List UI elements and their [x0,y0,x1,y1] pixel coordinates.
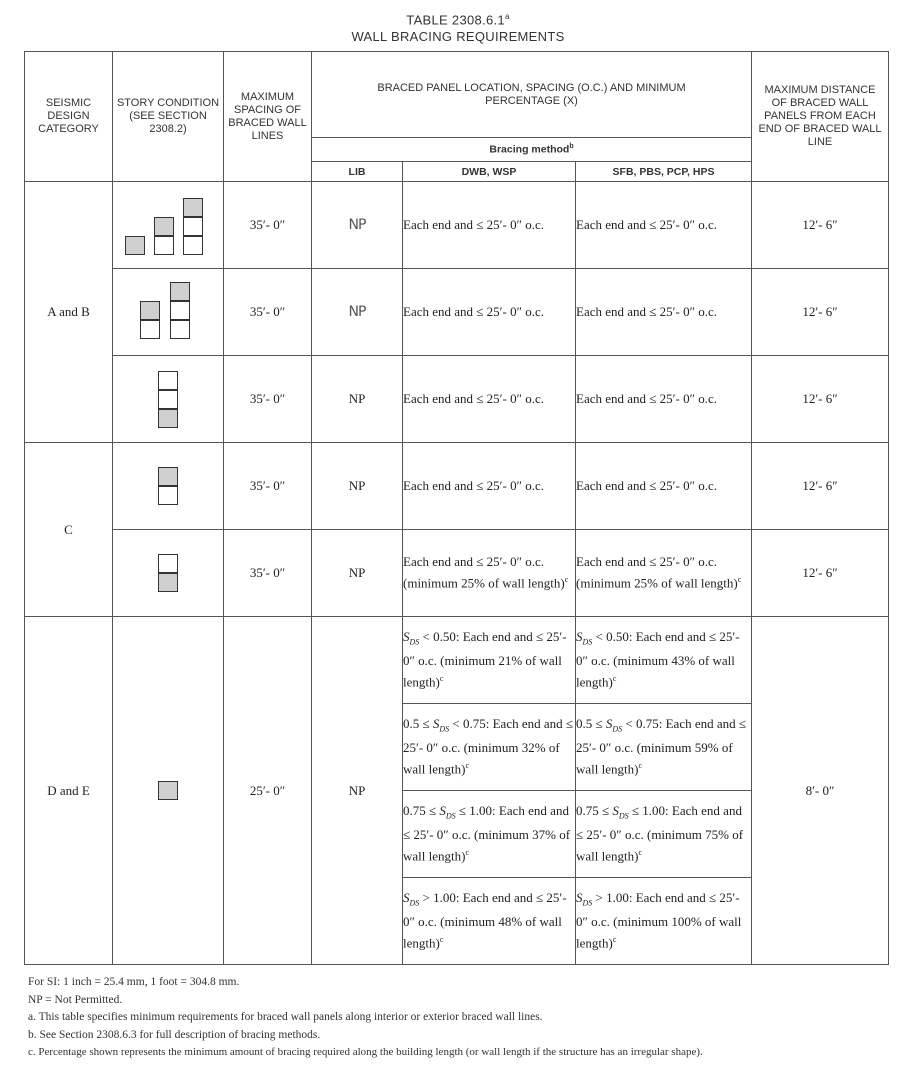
category-c: C [25,443,113,617]
table-row [25,269,889,356]
wall-bracing-table [24,51,889,965]
dwb-wsp-value: Each end and ≤ 25′- 0″ o.c. [403,269,576,356]
two-story-figure [140,282,196,342]
dwb-wsp-value: Each end and ≤ 25′- 0″ o.c. (minimum 25% of wall length)$^c$ [403,530,576,617]
footnote-np: NP = Not Permitted. [28,993,123,1006]
sfb-value: $S_{DS} > 1.00$: Each end and ≤ 25′- 0″ o.c. (minimum 100% of wall length)$^c$ [576,878,752,965]
max-spacing-value: 35′- 0″ [224,269,312,356]
header-seismic-category: SEISMIC DESIGN CATEGORY [25,52,113,182]
footnote-b: b. See Section 2308.6.3 for full description of bracing methods. [28,1028,321,1041]
two-story-bottom-figure [155,552,181,594]
table-row [25,356,889,443]
lib-value: NP [312,356,403,443]
dwb-wsp-value: $S_{DS} < 0.50$: Each end and ≤ 25′- 0″ o.c. (minimum 21% of wall length)$^c$ [403,617,576,704]
max-spacing-value: 35′- 0″ [224,356,312,443]
max-spacing-value: 25′- 0″ [224,617,312,965]
header-braced-panel-location: BRACED PANEL LOCATION, SPACING (O.C.) AND MINIMUM PERCENTAGE (X) [312,52,752,138]
max-distance-value: 12′- 6″ [752,269,889,356]
lib-value: NP [312,617,403,965]
lib-value: NP [312,182,403,269]
table-row [25,443,889,530]
dwb-wsp-value: $0.75 \le S_{DS} \le 1.00$: Each end and ≤ 25′- 0″ o.c. (minimum 37% of wall length)$^c$ [403,791,576,878]
max-distance-value: 12′- 6″ [752,443,889,530]
dwb-wsp-value: $0.5 \le S_{DS} < 0.75$: Each end and ≤ 25′- 0″ o.c. (minimum 32% of wall length)$^c$ [403,704,576,791]
max-spacing-value: 35′- 0″ [224,530,312,617]
sfb-value: $S_{DS} < 0.50$: Each end and ≤ 25′- 0″ o.c. (minimum 43% of wall length)$^c$ [576,617,752,704]
table-row [25,530,889,617]
sfb-value: $0.5 \le S_{DS} < 0.75$: Each end and ≤ 25′- 0″ o.c. (minimum 59% of wall length)$^c$ [576,704,752,791]
story-condition-figure [113,617,224,965]
story-condition-figure [113,269,224,356]
table-footnotes [28,974,908,1062]
max-distance-value: 12′- 6″ [752,530,889,617]
max-spacing-value: 35′- 0″ [224,443,312,530]
max-spacing-value: 35′- 0″ [224,182,312,269]
header-max-distance: MAXIMUM DISTANCE OF BRACED WALL PANELS FROM EACH END OF BRACED WALL LINE [752,52,889,182]
category-a-and-b: A and B [25,182,113,443]
story-condition-figure [113,530,224,617]
one-story-figure [155,369,181,429]
lib-value: NP [312,530,403,617]
story-condition-figure [113,182,224,269]
two-story-top-figure [155,465,181,507]
header-max-spacing: MAXIMUM SPACING OF BRACED WALL LINES [224,52,312,182]
max-distance-value: 12′- 6″ [752,182,889,269]
header-dwb-wsp: DWB, WSP [403,162,576,182]
category-d-and-e: D and E [25,617,113,965]
header-lib: LIB [312,162,403,182]
max-distance-value: 8′- 0″ [752,617,889,965]
single-story-figure [155,779,181,803]
table-number: TABLE 2308.6.1$^a$ [406,12,510,28]
three-story-figure [125,195,211,255]
dwb-wsp-value: Each end and ≤ 25′- 0″ o.c. [403,443,576,530]
dwb-wsp-value: Each end and ≤ 25′- 0″ o.c. [403,182,576,269]
sfb-value: Each end and ≤ 25′- 0″ o.c. [576,182,752,269]
table-title: WALL BRACING REQUIREMENTS [351,29,565,44]
story-condition-figure [113,443,224,530]
header-sfb-pbs-pcp-hps: SFB, PBS, PCP, HPS [576,162,752,182]
dwb-wsp-value: Each end and ≤ 25′- 0″ o.c. [403,356,576,443]
lib-value: NP [312,269,403,356]
header-story-condition: STORY CONDITION (SEE SECTION 2308.2) [113,52,224,182]
max-distance-value: 12′- 6″ [752,356,889,443]
footnote-a: a. This table specifies minimum requirements for braced wall panels along interior or exterior braced wall lines. [28,1011,543,1023]
sfb-value: Each end and ≤ 25′- 0″ o.c. [576,356,752,443]
story-condition-figure [113,356,224,443]
header-bracing-method: Bracing method$^b$ [312,138,752,162]
sfb-value: Each end and ≤ 25′- 0″ o.c. [576,443,752,530]
sfb-value: Each end and ≤ 25′- 0″ o.c. [576,269,752,356]
table-row [25,182,889,269]
footnote-si: For SI: 1 inch = 25.4 mm, 1 foot = 304.8 mm. [28,976,240,988]
lib-value: NP [312,443,403,530]
sfb-value: Each end and ≤ 25′- 0″ o.c. (minimum 25% of wall length)$^c$ [576,530,752,617]
footnote-c: c. Percentage shown represents the minimum amount of bracing required along the building length (or wall length if the structure has an irregular shape). [28,1046,703,1058]
table-row [25,617,889,704]
dwb-wsp-value: $S_{DS} > 1.00$: Each end and ≤ 25′- 0″ o.c. (minimum 48% of wall length)$^c$ [403,878,576,965]
sfb-value: $0.75 \le S_{DS} \le 1.00$: Each end and ≤ 25′- 0″ o.c. (minimum 75% of wall length)$^c$ [576,791,752,878]
